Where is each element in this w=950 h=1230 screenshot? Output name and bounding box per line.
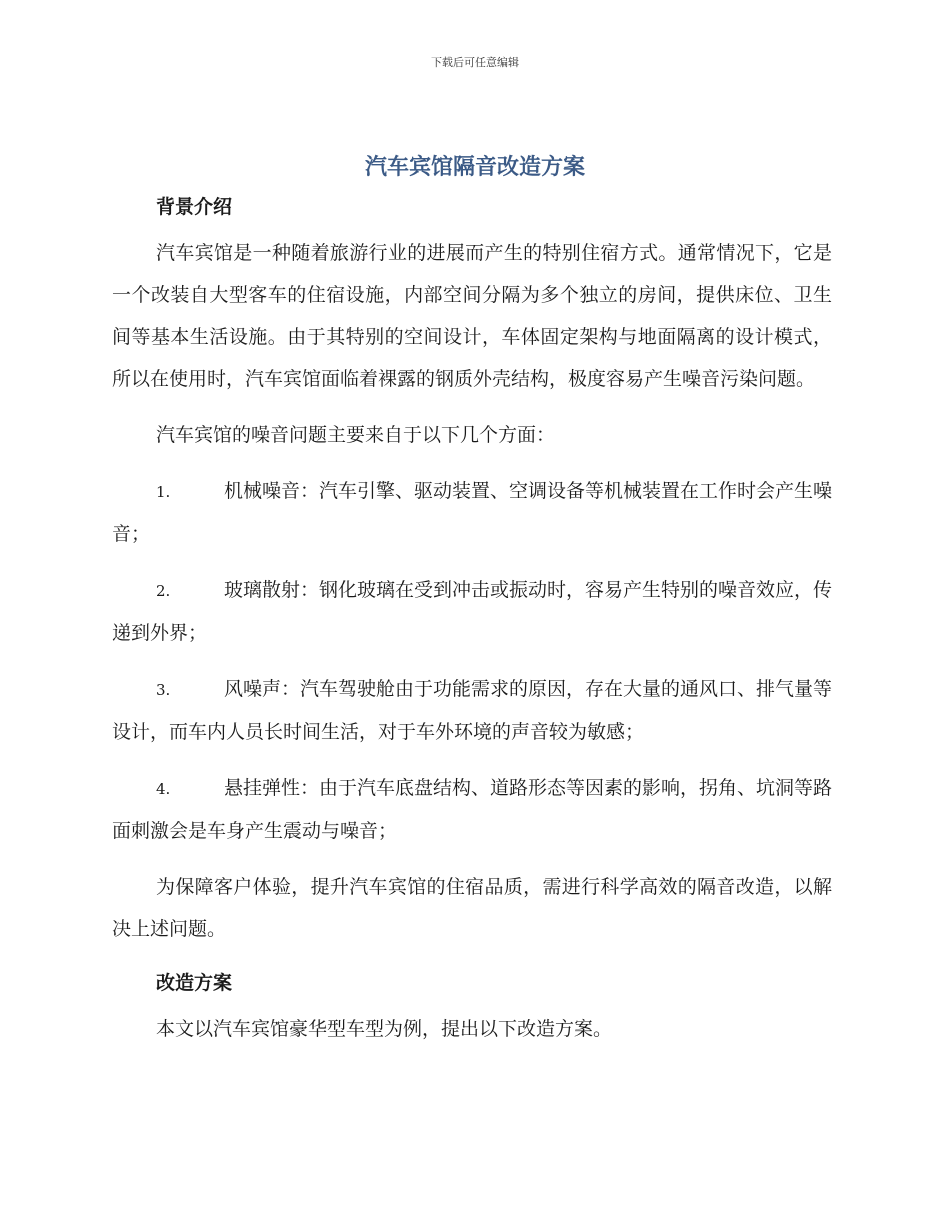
paragraph-plan-intro: 本文以汽车宾馆豪华型车型为例，提出以下改造方案。	[156, 1018, 613, 1040]
list-number: 4.	[156, 780, 171, 798]
list-text: 玻璃散射：钢化玻璃在受到冲击或振动时，容易产生特别的噪音效应，传递到外界；	[112, 579, 833, 644]
list-number: 2.	[156, 582, 171, 600]
paragraph-background-intro: 汽车宾馆是一种随着旅游行业的进展而产生的特别住宿方式。通常情况下，它是一个改装自大型客车的住宿设施，内部空间分隔为多个独立的房间，提供床位、卫生间等基本生活设施。由于其特别的空间设计，车体固定架构与地面隔离的设计模式，所以在使用时，汽车宾馆面临着裸露的钢质外壳结构，极度容易产生噪音污染问题。	[112, 242, 832, 390]
list-item	[112, 668, 832, 753]
list-text: 机械噪音：汽车引擎、驱动装置、空调设备等机械装置在工作时会产生噪音；	[112, 480, 833, 545]
list-item	[112, 470, 832, 555]
list-number: 1.	[156, 483, 171, 501]
section-heading-plan: 改造方案	[156, 972, 233, 994]
list-text: 风噪声：汽车驾驶舱由于功能需求的原因，存在大量的通风口、排气量等设计，而车内人员长时间生活，对于车外环境的声音较为敏感；	[112, 678, 833, 743]
document-body	[112, 188, 832, 1050]
list-number: 3.	[156, 681, 171, 699]
list-item	[112, 767, 832, 852]
list-item	[112, 569, 832, 654]
paragraph-noise-sources: 汽车宾馆的噪音问题主要来自于以下几个方面：	[156, 424, 556, 446]
paragraph-closing: 为保障客户体验，提升汽车宾馆的住宿品质，需进行科学高效的隔音改造，以解决上述问题。	[112, 876, 832, 940]
page-header-note: 下载后可任意编辑	[431, 56, 519, 69]
section-heading-background: 背景介绍	[156, 196, 233, 218]
list-text: 悬挂弹性：由于汽车底盘结构、道路形态等因素的影响，拐角、坑洞等路面刺激会是车身产生震动与噪音；	[112, 777, 833, 842]
document-title: 汽车宾馆隔音改造方案	[364, 154, 585, 180]
